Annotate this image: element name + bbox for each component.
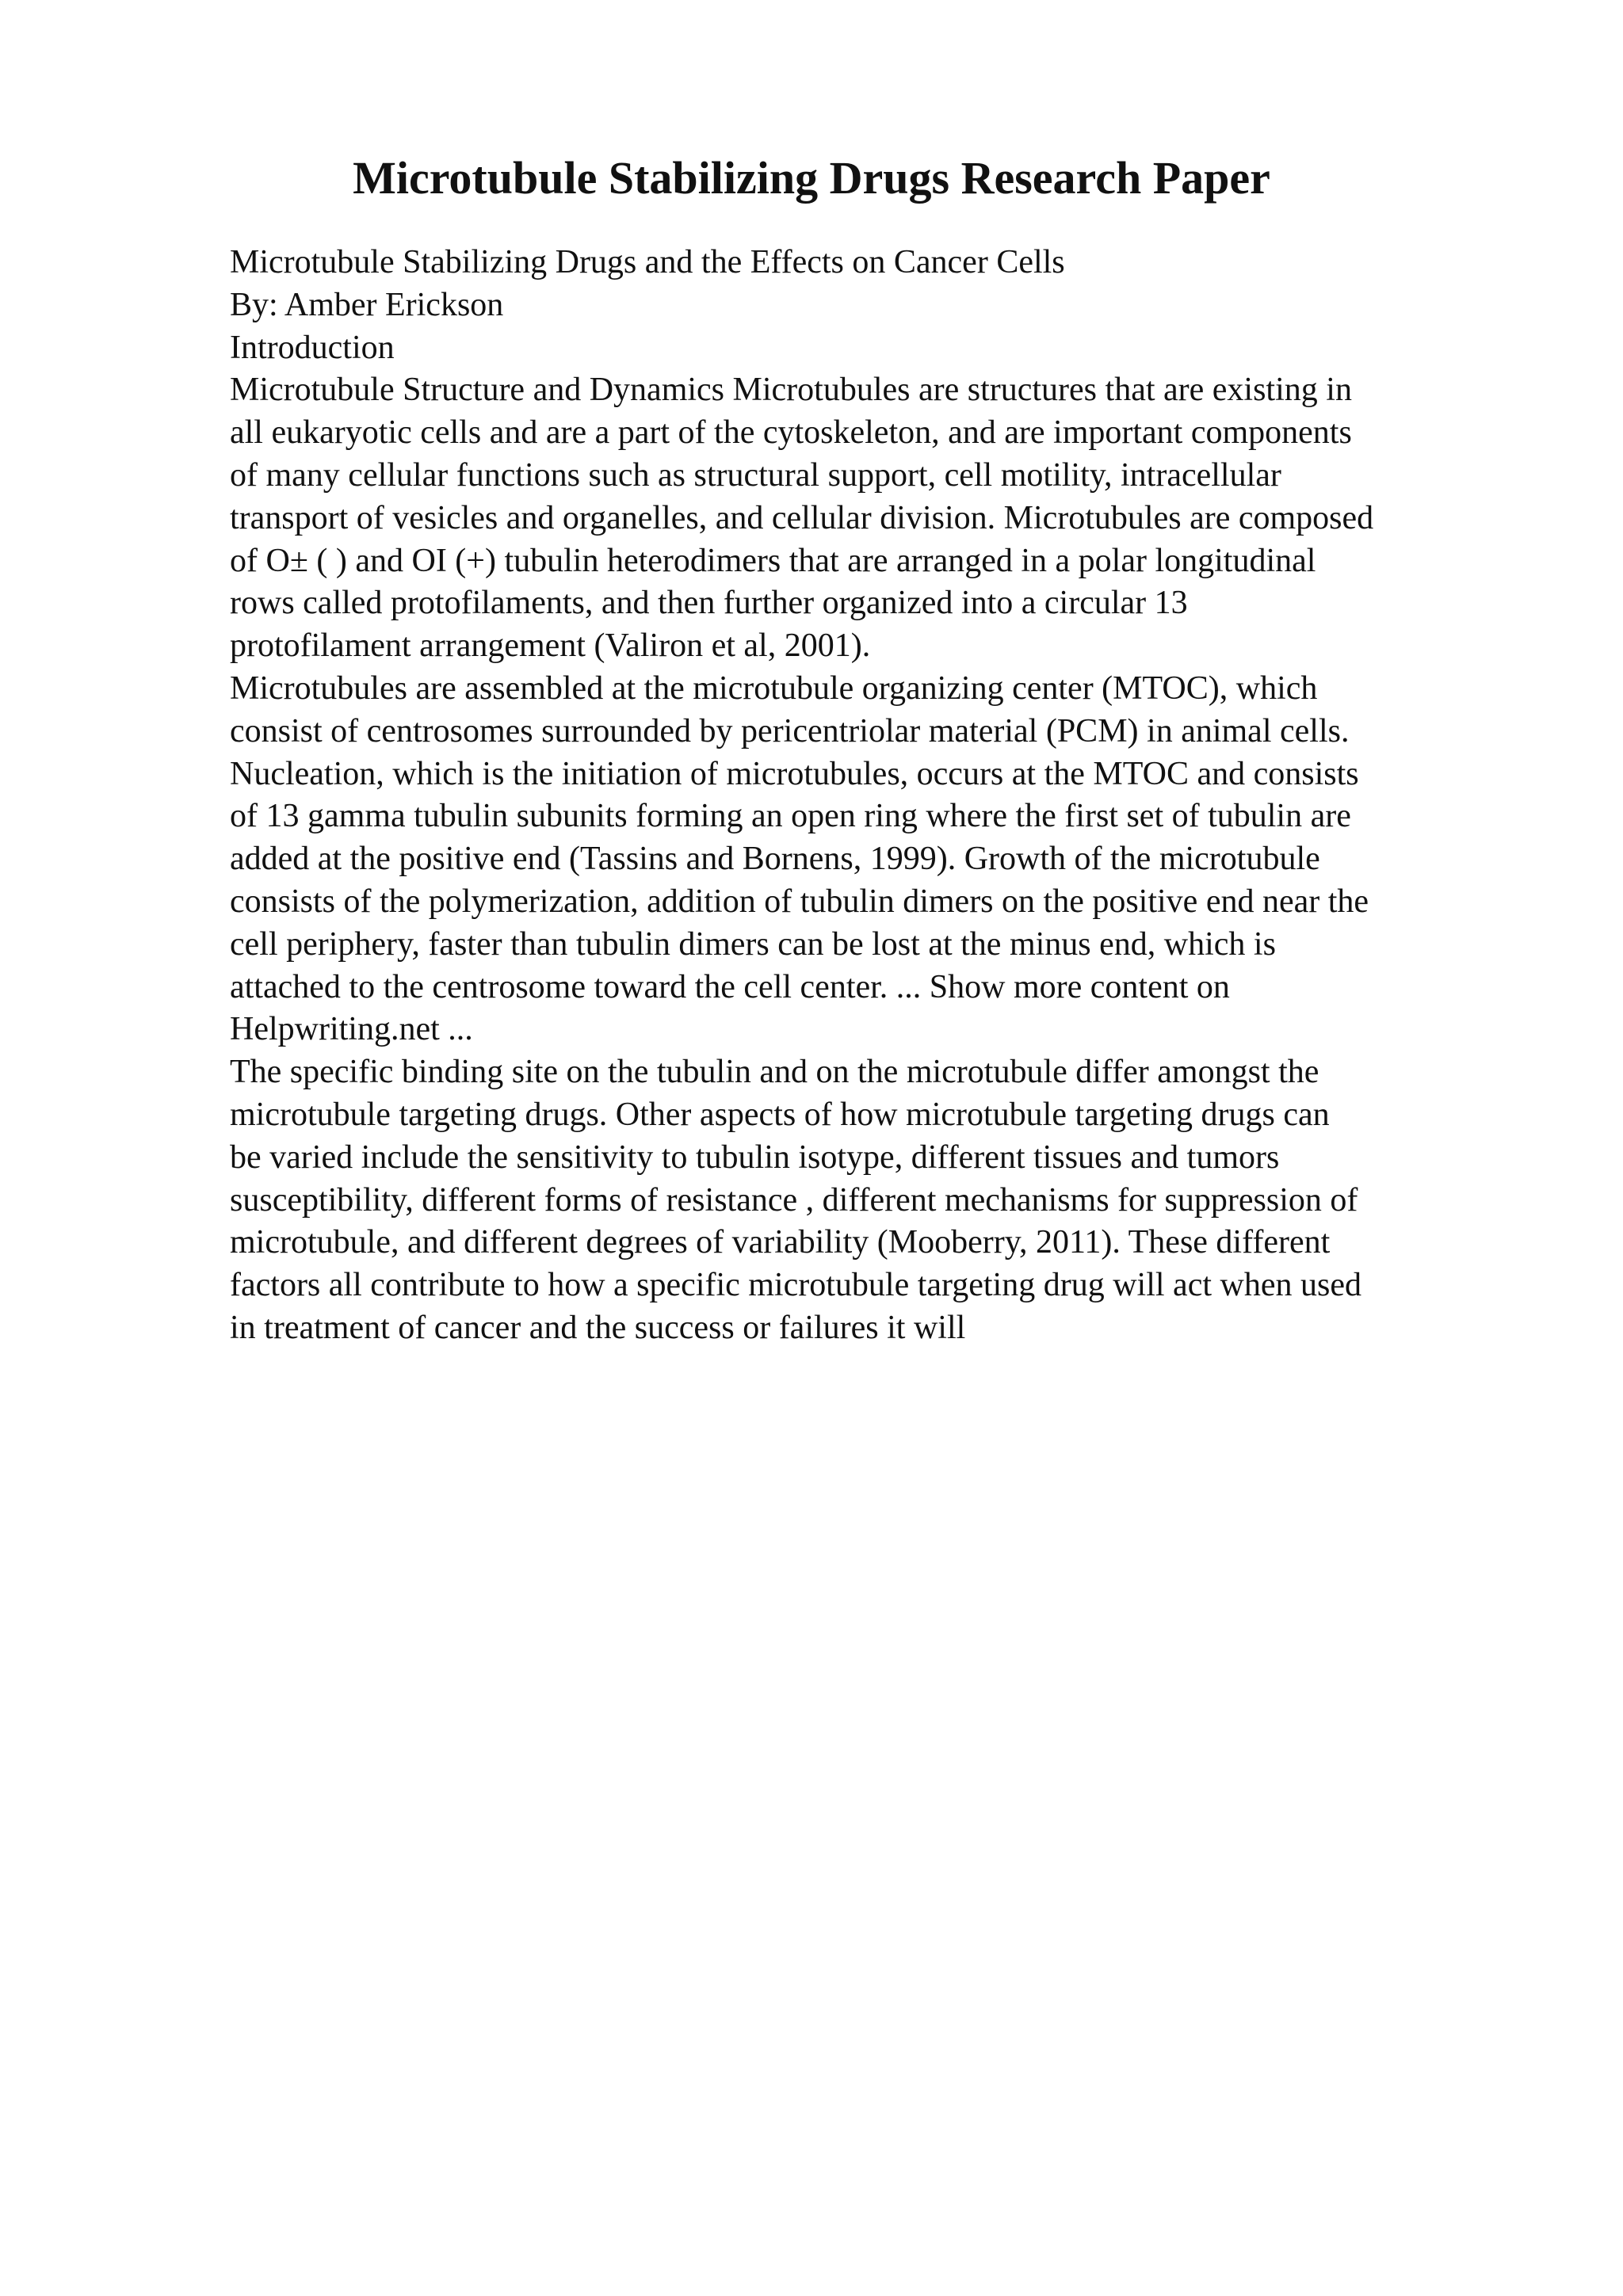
document-body [230, 242, 1514, 1350]
body-text-line: be varied include the sensitivity to tubulin isotype, different tissues and tumors [230, 1138, 1280, 1176]
body-text-line: microtubule targeting drugs. Other aspects of how microtubule targeting drugs can [230, 1096, 1330, 1133]
body-text-line: Helpwriting.net ... [230, 1011, 473, 1048]
body-text-line: protofilament arrangement (Valiron et al, 2001). [230, 627, 871, 665]
body-text-line: Microtubules are assembled at the microtubule organizing center (MTOC), which [230, 669, 1318, 707]
body-text-line: of 13 gamma tubulin subunits forming an open ring where the first set of tubulin are [230, 798, 1351, 835]
body-text-line: of O± ( ) and OI (+) tubulin heterodimers that are arranged in a polar longitudinal [230, 542, 1316, 579]
body-text-line: rows called protofilaments, and then further organized into a circular 13 [230, 585, 1188, 622]
body-text-line: microtubule, and different degrees of variability (Mooberry, 2011). These different [230, 1224, 1331, 1261]
body-text-line: Microtubule Structure and Dynamics Microtubules are structures that are existing in [230, 372, 1352, 409]
body-text-line: of many cellular functions such as structural support, cell motility, intracellular [230, 456, 1281, 494]
body-text-line: consists of the polymerization, addition of tubulin dimers on the positive end near the [230, 883, 1369, 920]
body-text-line: consist of centrosomes surrounded by pericentriolar material (PCM) in animal cells. [230, 712, 1350, 749]
body-text-line: in treatment of cancer and the success or failures it will [230, 1309, 966, 1346]
body-text-line: all eukaryotic cells and are a part of the cytoskeleton, and are important components [230, 414, 1352, 452]
body-text-line: cell periphery, faster than tubulin dimers can be lost at the minus end, which is [230, 925, 1276, 963]
section-heading-introduction: Introduction [230, 329, 395, 366]
subtitle-line: Microtubule Stabilizing Drugs and the Effects on Cancer Cells [230, 244, 1065, 280]
body-text-line: factors all contribute to how a specific microtubule targeting drug will act when used [230, 1267, 1361, 1304]
body-text-line: transport of vesicles and organelles, and cellular division. Microtubules are composed [230, 499, 1374, 536]
body-text-line: The specific binding site on the tubulin and on the microtubule differ amongst the [230, 1054, 1319, 1091]
body-text-line: susceptibility, different forms of resistance , different mechanisms for suppression of [230, 1181, 1358, 1219]
author-line: By: Amber Erickson [230, 286, 504, 323]
body-text-line: attached to the centrosome toward the cell center. ... Show more content on [230, 968, 1230, 1005]
body-text-line: Nucleation, which is the initiation of microtubules, occurs at the MTOC and consists [230, 755, 1359, 792]
body-text-line: added at the positive end (Tassins and Bornens, 1999). Growth of the microtubule [230, 841, 1320, 878]
page-title: Microtubule Stabilizing Drugs Research Paper [353, 152, 1270, 204]
